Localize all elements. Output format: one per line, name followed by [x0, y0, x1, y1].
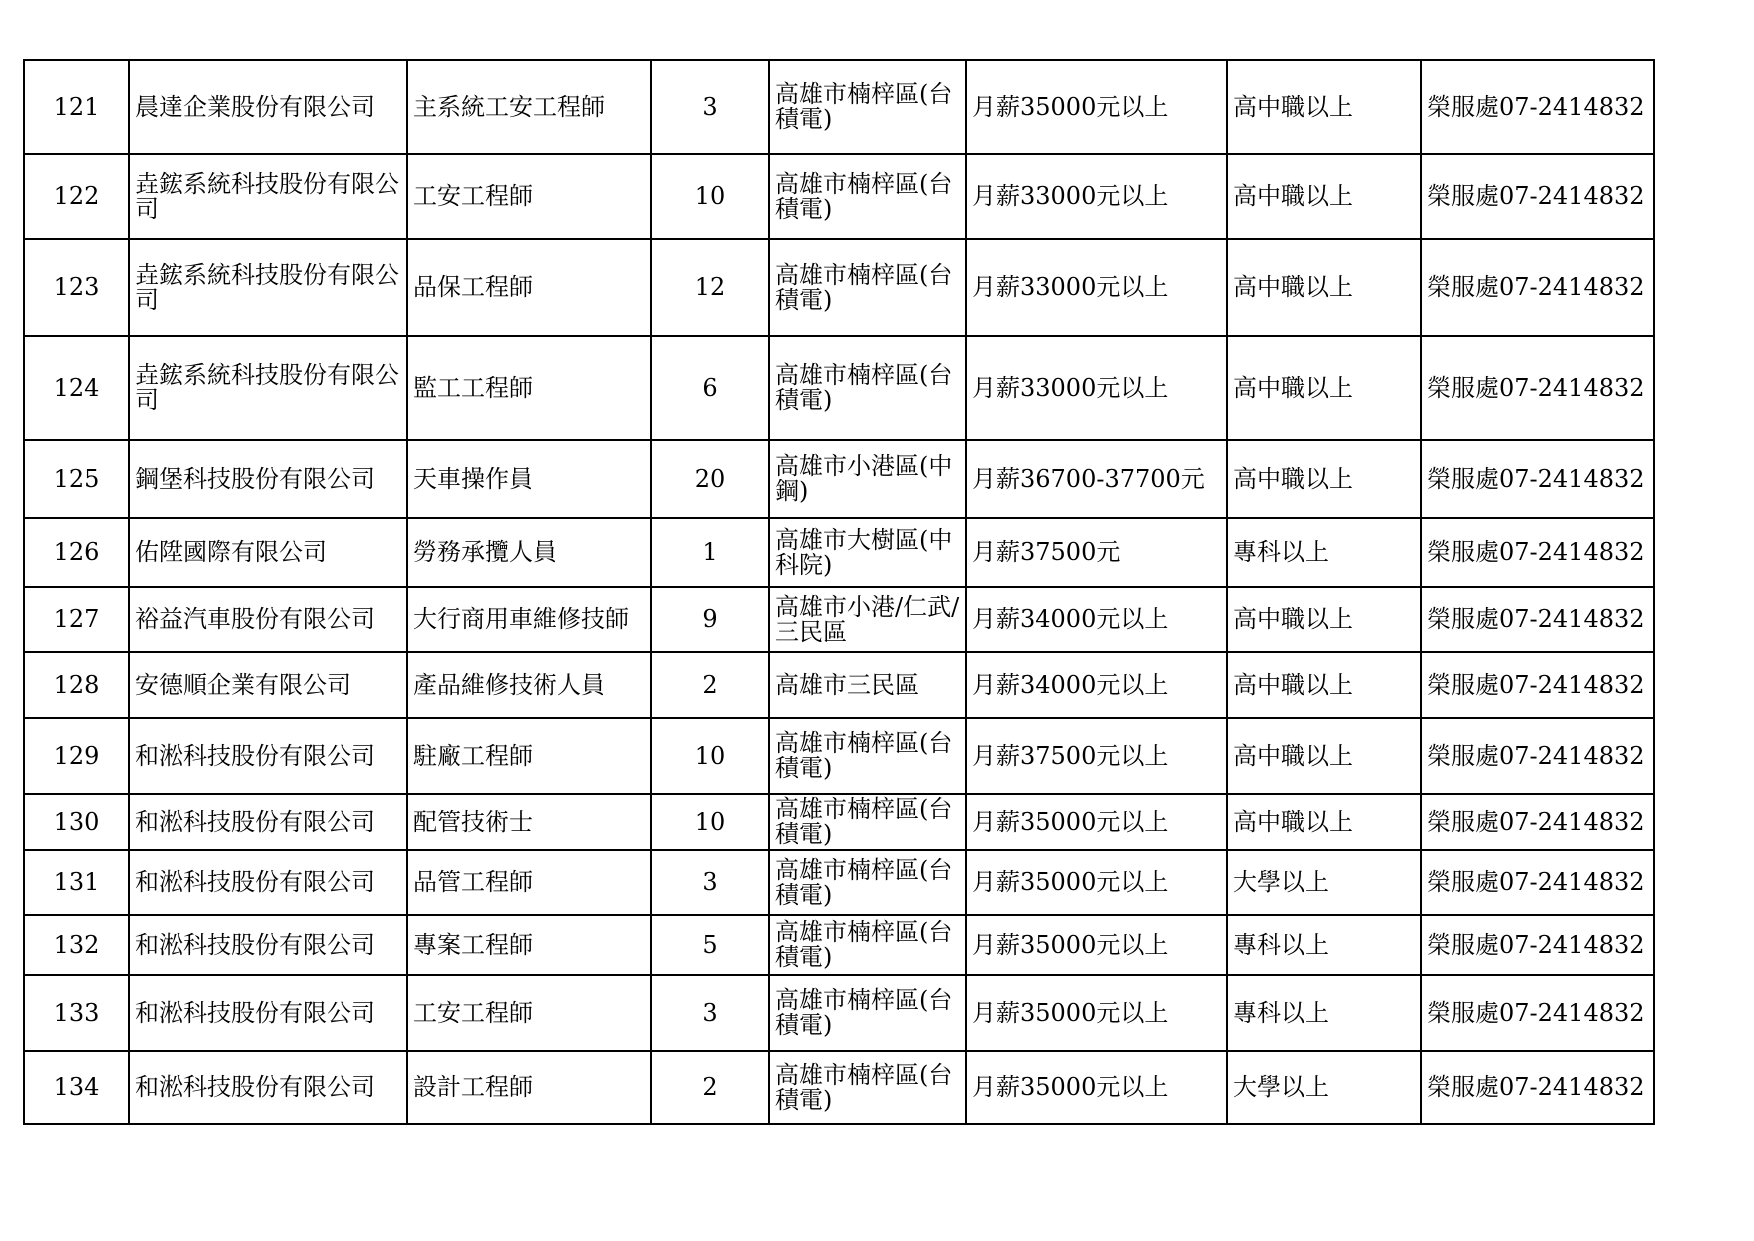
- row-number-cell: 131: [24, 850, 129, 915]
- company-name-cell: 和淞科技股份有限公司: [129, 794, 407, 850]
- table-row: [24, 60, 1654, 154]
- job-title-cell: 產品維修技術人員: [407, 652, 651, 718]
- salary-cell: 月薪33000元以上: [966, 154, 1227, 239]
- contact-info-cell: 榮服處07-2414832: [1421, 1051, 1654, 1124]
- contact-info-cell: 榮服處07-2414832: [1421, 915, 1654, 975]
- contact-info-cell: 榮服處07-2414832: [1421, 652, 1654, 718]
- company-name-cell: 裕益汽車股份有限公司: [129, 587, 407, 652]
- salary-cell: 月薪35000元以上: [966, 975, 1227, 1051]
- company-name-cell: 垚鋐系統科技股份有限公司: [129, 239, 407, 336]
- education-requirement-cell: 高中職以上: [1227, 60, 1421, 154]
- salary-cell: 月薪35000元以上: [966, 794, 1227, 850]
- contact-info-cell: 榮服處07-2414832: [1421, 718, 1654, 794]
- opening-count-cell: 20: [651, 440, 769, 518]
- job-title-cell: 工安工程師: [407, 154, 651, 239]
- table-row: [24, 336, 1654, 440]
- table-row: [24, 154, 1654, 239]
- education-requirement-cell: 高中職以上: [1227, 718, 1421, 794]
- opening-count-cell: 3: [651, 850, 769, 915]
- company-name-cell: 和淞科技股份有限公司: [129, 915, 407, 975]
- company-name-cell: 鋼堡科技股份有限公司: [129, 440, 407, 518]
- work-location-cell: 高雄市小港/仁武/三民區: [769, 587, 966, 652]
- contact-info-cell: 榮服處07-2414832: [1421, 518, 1654, 587]
- salary-cell: 月薪34000元以上: [966, 587, 1227, 652]
- job-title-cell: 大行商用車維修技師: [407, 587, 651, 652]
- job-title-cell: 駐廠工程師: [407, 718, 651, 794]
- work-location-cell: 高雄市楠梓區(台積電): [769, 60, 966, 154]
- salary-cell: 月薪35000元以上: [966, 1051, 1227, 1124]
- work-location-cell: 高雄市楠梓區(台積電): [769, 154, 966, 239]
- company-name-cell: 垚鋐系統科技股份有限公司: [129, 154, 407, 239]
- job-title-cell: 天車操作員: [407, 440, 651, 518]
- contact-info-cell: 榮服處07-2414832: [1421, 587, 1654, 652]
- opening-count-cell: 12: [651, 239, 769, 336]
- table-row: [24, 915, 1654, 975]
- job-title-cell: 品管工程師: [407, 850, 651, 915]
- row-number-cell: 126: [24, 518, 129, 587]
- company-name-cell: 和淞科技股份有限公司: [129, 1051, 407, 1124]
- table-row: [24, 518, 1654, 587]
- company-name-cell: 垚鋐系統科技股份有限公司: [129, 336, 407, 440]
- salary-cell: 月薪35000元以上: [966, 915, 1227, 975]
- row-number-cell: 134: [24, 1051, 129, 1124]
- education-requirement-cell: 高中職以上: [1227, 587, 1421, 652]
- job-title-cell: 品保工程師: [407, 239, 651, 336]
- table-row: [24, 975, 1654, 1051]
- row-number-cell: 129: [24, 718, 129, 794]
- work-location-cell: 高雄市楠梓區(台積電): [769, 850, 966, 915]
- table-row: [24, 1051, 1654, 1124]
- company-name-cell: 佑陞國際有限公司: [129, 518, 407, 587]
- education-requirement-cell: 高中職以上: [1227, 336, 1421, 440]
- education-requirement-cell: 高中職以上: [1227, 154, 1421, 239]
- education-requirement-cell: 專科以上: [1227, 975, 1421, 1051]
- salary-cell: 月薪35000元以上: [966, 60, 1227, 154]
- table-row: [24, 587, 1654, 652]
- row-number-cell: 132: [24, 915, 129, 975]
- company-name-cell: 安德順企業有限公司: [129, 652, 407, 718]
- company-name-cell: 晨達企業股份有限公司: [129, 60, 407, 154]
- education-requirement-cell: 高中職以上: [1227, 239, 1421, 336]
- opening-count-cell: 10: [651, 154, 769, 239]
- salary-cell: 月薪34000元以上: [966, 652, 1227, 718]
- company-name-cell: 和淞科技股份有限公司: [129, 975, 407, 1051]
- row-number-cell: 128: [24, 652, 129, 718]
- table-row: [24, 794, 1654, 850]
- salary-cell: 月薪37500元: [966, 518, 1227, 587]
- opening-count-cell: 10: [651, 794, 769, 850]
- row-number-cell: 130: [24, 794, 129, 850]
- work-location-cell: 高雄市楠梓區(台積電): [769, 915, 966, 975]
- contact-info-cell: 榮服處07-2414832: [1421, 154, 1654, 239]
- salary-cell: 月薪37500元以上: [966, 718, 1227, 794]
- work-location-cell: 高雄市大樹區(中科院): [769, 518, 966, 587]
- opening-count-cell: 6: [651, 336, 769, 440]
- education-requirement-cell: 大學以上: [1227, 1051, 1421, 1124]
- row-number-cell: 124: [24, 336, 129, 440]
- opening-count-cell: 2: [651, 652, 769, 718]
- job-title-cell: 配管技術士: [407, 794, 651, 850]
- job-title-cell: 監工工程師: [407, 336, 651, 440]
- work-location-cell: 高雄市楠梓區(台積電): [769, 336, 966, 440]
- contact-info-cell: 榮服處07-2414832: [1421, 850, 1654, 915]
- work-location-cell: 高雄市楠梓區(台積電): [769, 975, 966, 1051]
- table-row: [24, 239, 1654, 336]
- company-name-cell: 和淞科技股份有限公司: [129, 850, 407, 915]
- education-requirement-cell: 專科以上: [1227, 915, 1421, 975]
- table-row: [24, 440, 1654, 518]
- row-number-cell: 125: [24, 440, 129, 518]
- work-location-cell: 高雄市楠梓區(台積電): [769, 718, 966, 794]
- work-location-cell: 高雄市楠梓區(台積電): [769, 794, 966, 850]
- opening-count-cell: 3: [651, 975, 769, 1051]
- education-requirement-cell: 高中職以上: [1227, 794, 1421, 850]
- opening-count-cell: 9: [651, 587, 769, 652]
- table-row: [24, 850, 1654, 915]
- work-location-cell: 高雄市小港區(中鋼): [769, 440, 966, 518]
- job-title-cell: 設計工程師: [407, 1051, 651, 1124]
- company-name-cell: 和淞科技股份有限公司: [129, 718, 407, 794]
- job-title-cell: 勞務承攬人員: [407, 518, 651, 587]
- salary-cell: 月薪33000元以上: [966, 336, 1227, 440]
- row-number-cell: 133: [24, 975, 129, 1051]
- job-title-cell: 專案工程師: [407, 915, 651, 975]
- salary-cell: 月薪35000元以上: [966, 850, 1227, 915]
- opening-count-cell: 3: [651, 60, 769, 154]
- job-title-cell: 工安工程師: [407, 975, 651, 1051]
- contact-info-cell: 榮服處07-2414832: [1421, 336, 1654, 440]
- opening-count-cell: 1: [651, 518, 769, 587]
- opening-count-cell: 5: [651, 915, 769, 975]
- education-requirement-cell: 高中職以上: [1227, 652, 1421, 718]
- row-number-cell: 123: [24, 239, 129, 336]
- work-location-cell: 高雄市楠梓區(台積電): [769, 239, 966, 336]
- job-listing-table: [23, 59, 1655, 1125]
- contact-info-cell: 榮服處07-2414832: [1421, 794, 1654, 850]
- row-number-cell: 122: [24, 154, 129, 239]
- work-location-cell: 高雄市楠梓區(台積電): [769, 1051, 966, 1124]
- salary-cell: 月薪33000元以上: [966, 239, 1227, 336]
- education-requirement-cell: 大學以上: [1227, 850, 1421, 915]
- opening-count-cell: 2: [651, 1051, 769, 1124]
- opening-count-cell: 10: [651, 718, 769, 794]
- job-rows: [24, 60, 1654, 1124]
- table-row: [24, 718, 1654, 794]
- job-title-cell: 主系統工安工程師: [407, 60, 651, 154]
- row-number-cell: 127: [24, 587, 129, 652]
- row-number-cell: 121: [24, 60, 129, 154]
- table-row: [24, 652, 1654, 718]
- contact-info-cell: 榮服處07-2414832: [1421, 440, 1654, 518]
- work-location-cell: 高雄市三民區: [769, 652, 966, 718]
- salary-cell: 月薪36700-37700元: [966, 440, 1227, 518]
- education-requirement-cell: 高中職以上: [1227, 440, 1421, 518]
- contact-info-cell: 榮服處07-2414832: [1421, 239, 1654, 336]
- contact-info-cell: 榮服處07-2414832: [1421, 60, 1654, 154]
- contact-info-cell: 榮服處07-2414832: [1421, 975, 1654, 1051]
- education-requirement-cell: 專科以上: [1227, 518, 1421, 587]
